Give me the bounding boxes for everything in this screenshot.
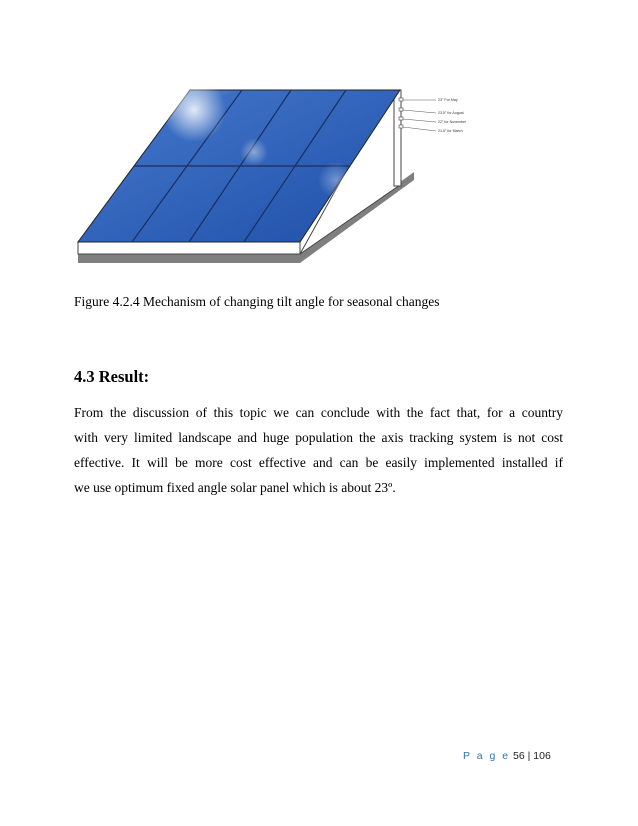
- legend-label-august: 23.5° for August: [438, 111, 464, 115]
- body-line: we use optimum fixed angle solar panel which is about 23º.: [74, 480, 396, 495]
- section-body: [74, 400, 563, 500]
- lens-flare: [318, 162, 354, 198]
- solar-panel-illustration: [74, 80, 514, 276]
- page-footer: [463, 750, 551, 762]
- figure-caption: Figure 4.2.4 Mechanism of changing tilt angle for seasonal changes: [74, 294, 440, 309]
- lens-flare: [240, 138, 268, 166]
- body-line: effective. It will be more cost effective and can be easily implemented installed if: [74, 455, 563, 470]
- solar-panel-figure: [74, 80, 514, 276]
- legend-label-march: 21.5° for March: [438, 129, 463, 133]
- legend-leaders: [403, 100, 436, 131]
- body-line: From the discussion of this topic we can conclude with the fact that, for a country: [74, 405, 563, 420]
- page-word: P a g e: [463, 750, 511, 762]
- section-heading: 4.3 Result:: [74, 367, 150, 386]
- body-line: with very limited landscape and huge population the axis tracking system is not cost: [74, 430, 563, 445]
- panel-front-edge: [78, 242, 300, 254]
- page-separator: |: [527, 750, 531, 762]
- legend-label-november: 22° for November: [438, 120, 467, 124]
- legend-label-may: 23° For May: [438, 98, 458, 102]
- support-post: [394, 90, 401, 186]
- sun-glare: [162, 80, 226, 142]
- total-pages: 106: [533, 750, 551, 762]
- page-number: 56: [513, 750, 525, 762]
